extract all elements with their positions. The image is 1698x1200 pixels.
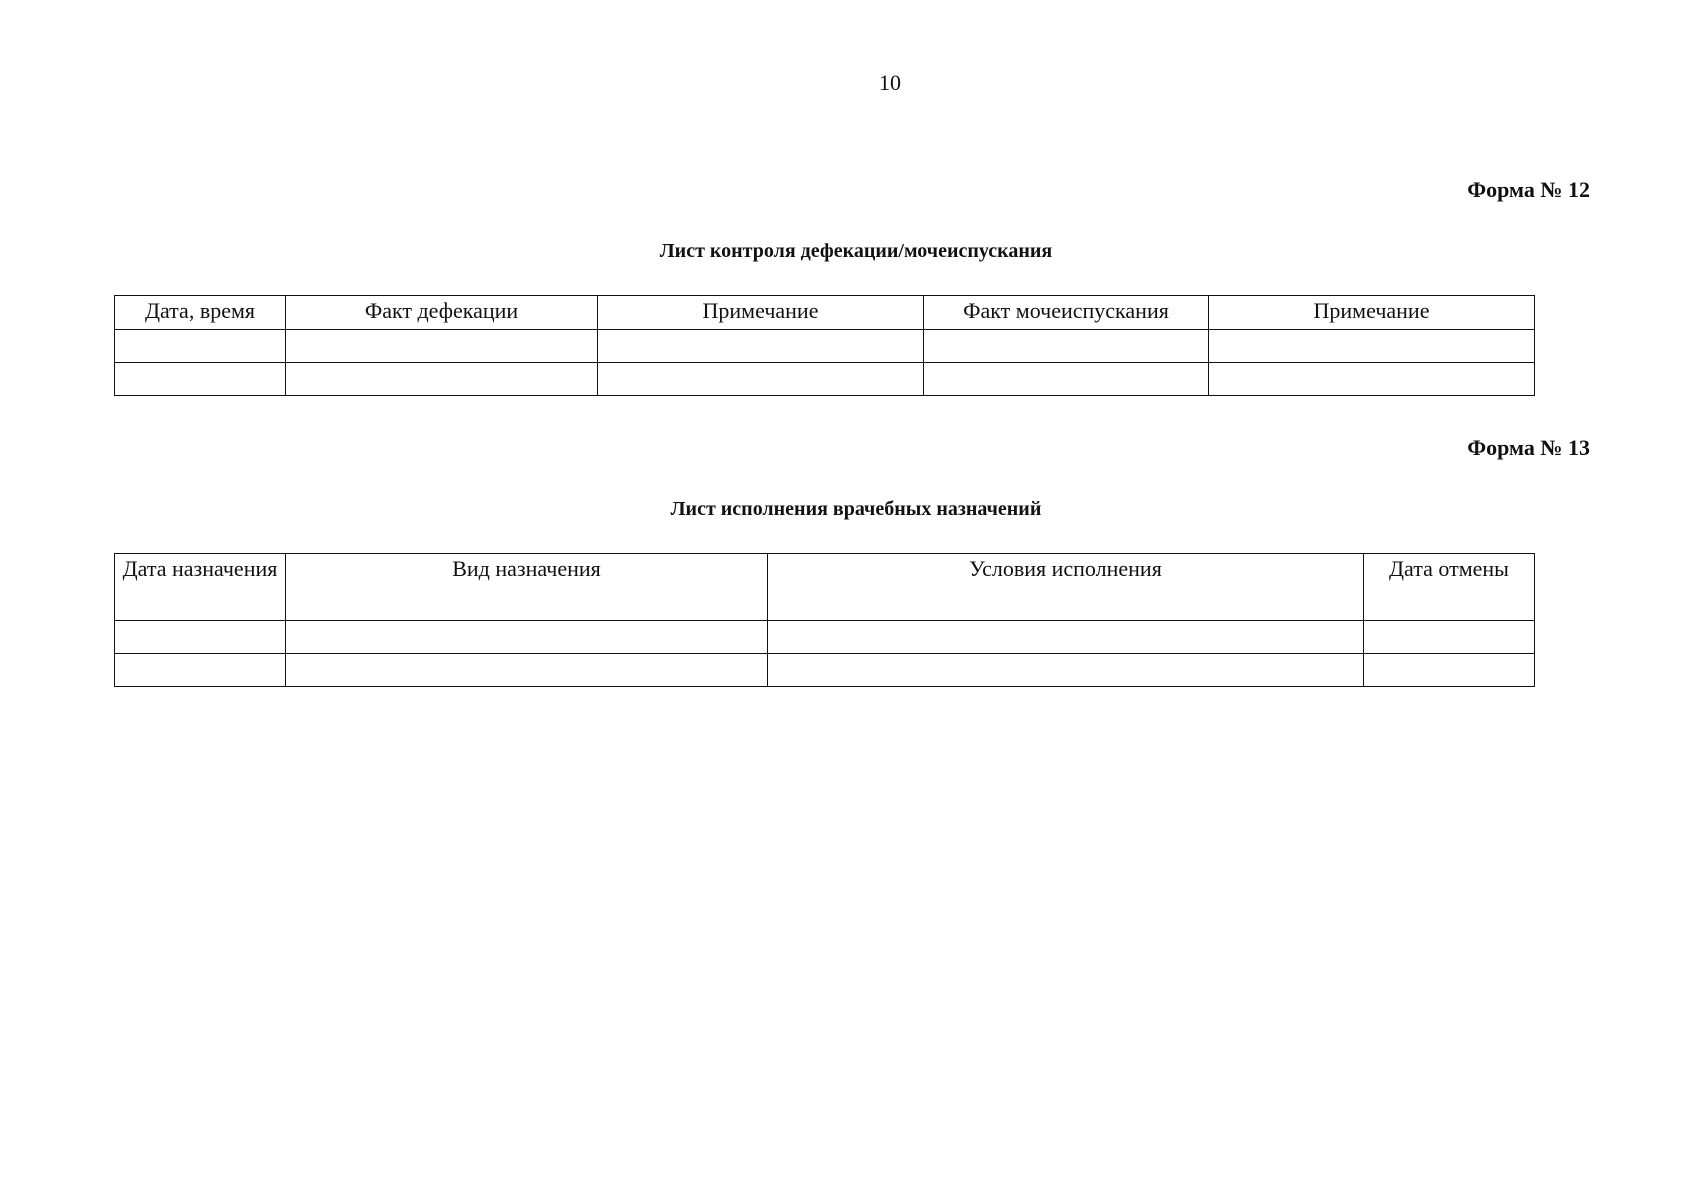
table-cell[interactable] bbox=[1209, 363, 1535, 396]
column-header-note: Примечание bbox=[1209, 296, 1535, 330]
column-header-date-time: Дата, время bbox=[115, 296, 286, 330]
table-cell[interactable] bbox=[924, 363, 1209, 396]
table-cell[interactable] bbox=[1364, 621, 1535, 654]
table-row bbox=[115, 654, 1535, 687]
table-header-row bbox=[115, 296, 1535, 330]
column-header-execution-conditions: Условия исполнения bbox=[768, 554, 1364, 621]
form-13-label: Форма № 13 bbox=[1467, 435, 1590, 460]
column-header-assignment-date: Дата назначения bbox=[115, 554, 286, 621]
table-cell[interactable] bbox=[115, 621, 286, 654]
form-12-title: Лист контроля дефекации/мочеиспускания bbox=[659, 240, 1053, 262]
table-cell[interactable] bbox=[1209, 330, 1535, 363]
table-row bbox=[115, 363, 1535, 396]
table-cell[interactable] bbox=[768, 621, 1364, 654]
table-row bbox=[115, 621, 1535, 654]
table-cell[interactable] bbox=[286, 330, 598, 363]
table-cell[interactable] bbox=[598, 330, 924, 363]
table-cell[interactable] bbox=[286, 363, 598, 396]
column-header-defecation: Факт дефекации bbox=[286, 296, 598, 330]
form-13-table bbox=[114, 553, 1535, 687]
table-cell[interactable] bbox=[768, 654, 1364, 687]
table-cell[interactable] bbox=[924, 330, 1209, 363]
table-cell[interactable] bbox=[115, 363, 286, 396]
table-cell[interactable] bbox=[286, 654, 768, 687]
page-number: 10 bbox=[879, 70, 901, 95]
table-cell[interactable] bbox=[115, 654, 286, 687]
table-row bbox=[115, 330, 1535, 363]
table-cell[interactable] bbox=[598, 363, 924, 396]
form-12-label: Форма № 12 bbox=[1467, 177, 1590, 202]
table-cell[interactable] bbox=[286, 621, 768, 654]
form-12-table bbox=[114, 295, 1535, 396]
column-header-urination: Факт мочеиспускания bbox=[924, 296, 1209, 330]
column-header-cancellation-date: Дата отмены bbox=[1364, 554, 1535, 621]
table-header-row bbox=[115, 554, 1535, 621]
form-13-title: Лист исполнения врачебных назначений bbox=[670, 498, 1042, 520]
table-cell[interactable] bbox=[1364, 654, 1535, 687]
table-cell[interactable] bbox=[115, 330, 286, 363]
column-header-assignment-type: Вид назначения bbox=[286, 554, 768, 621]
column-header-note: Примечание bbox=[598, 296, 924, 330]
